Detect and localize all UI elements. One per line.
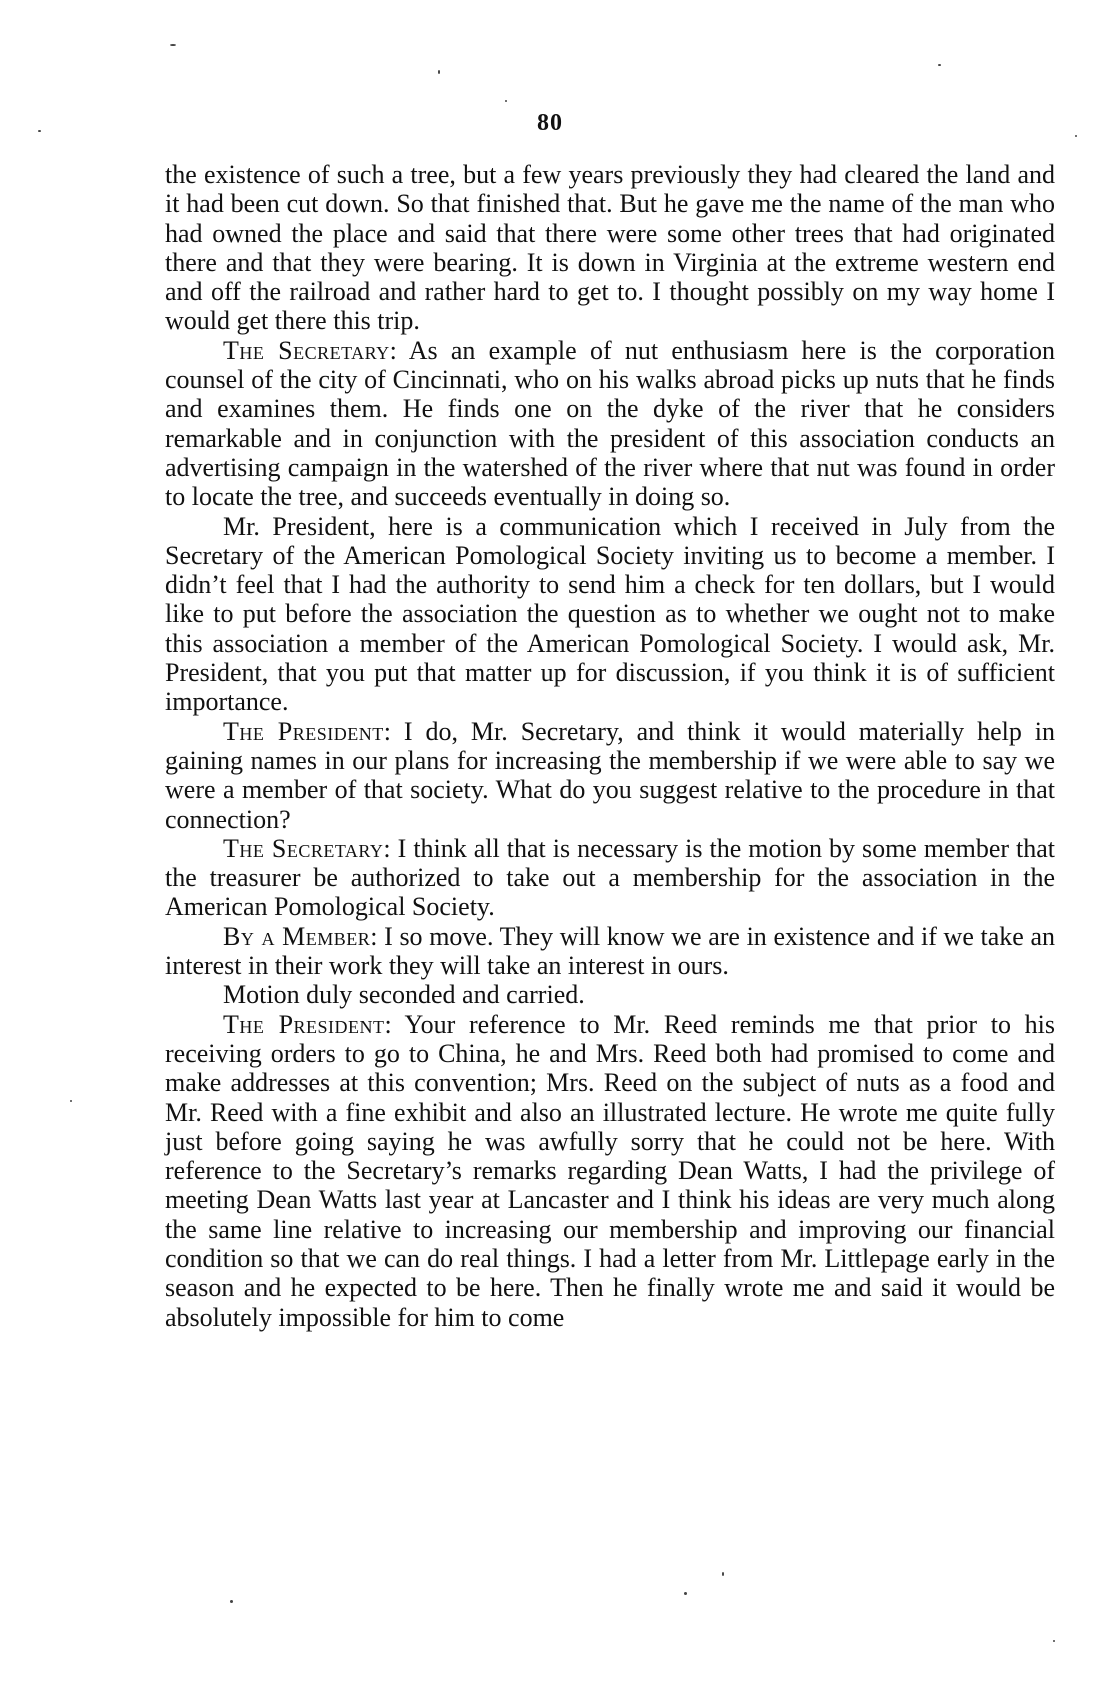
paragraph-text: : I so move. They will know we are in existence and if we take an interest in their work they will take an interest in ours. bbox=[165, 921, 1055, 981]
paragraph-text: the existence of such a tree, but a few years previously they had cleared the land and it had been cut down. So that finished that. But he gave me the name of the man who had owned the place and said that there were some other trees that had originated there and that they were bearing. It is down in Virginia at the extreme western end and off the railroad and rather hard to get to. I thought possibly on my way home I would get there this trip. bbox=[165, 160, 1055, 336]
paragraph-4 bbox=[165, 717, 1055, 834]
paragraph-text: : As an example of nut enthusiasm here is the corporation counsel of the city of Cincinnati, who on his walks abroad picks up nuts that he finds and examines them. He finds one on the dyke of the river that he considers remarkable and in conjunction with the president of this association conducts an advertising campaign in the watershed of the river where that nut was found in order to locate the tree, and succeeds eventually in doing so. bbox=[165, 335, 1055, 512]
speaker-label: The Secretary bbox=[223, 335, 390, 365]
paragraph-2 bbox=[165, 336, 1055, 512]
body-text bbox=[165, 160, 1055, 1332]
speaker-label: The Secretary bbox=[223, 833, 384, 863]
paragraph-text: : I do, Mr. Secretary, and think it would materially help in gaining names in our plans for increasing the membership if we were able to say we were a member of that society. What do you suggest relative to the procedure in that connection? bbox=[165, 716, 1055, 834]
paragraph-6 bbox=[165, 922, 1055, 981]
paragraph-text: : Your reference to Mr. Reed reminds me that prior to his receiving orders to go to China, he and Mrs. Reed both had promised to come and make addresses at this convention; Mrs. Reed on the subject of nuts as a food and Mr. Reed with a fine exhibit and also an illustrated lecture. He wrote me quite fully just before going saying he was awfully sorry that he could not be here. With reference to the Secretary’s remarks regarding Dean Watts, I had the privilege of meeting Dean Watts last year at Lancaster and I think his ideas are very much along the same line relative to increasing our membership and improving our financial condition so that we can do real things. I had a letter from Mr. Littlepage early in the season and he expected to be here. Then he finally wrote me and said it would be absolutely impossible for him to come bbox=[165, 1009, 1055, 1332]
paragraph-8 bbox=[165, 1010, 1055, 1332]
paragraph-text: : I think all that is necessary is the motion by some member that the treasurer be authorized to take out a membership for the association in the American Pomological Society. bbox=[165, 833, 1056, 922]
paragraph-3 bbox=[165, 512, 1055, 717]
speaker-label: The President bbox=[223, 716, 384, 746]
paragraph-5 bbox=[165, 834, 1055, 922]
speaker-label: The President bbox=[223, 1009, 385, 1039]
paragraph-1 bbox=[165, 160, 1055, 336]
page-number: 80 bbox=[537, 110, 563, 136]
speaker-label: By a Member bbox=[223, 921, 371, 951]
paragraph-text: Motion duly seconded and carried. bbox=[223, 980, 585, 1010]
paragraph-text: Mr. President, here is a communication which I received in July from the Secretary of the American Pomological Society inviting us to become a member. I didn’t feel that I had the authority to send him a check for ten dollars, but I would like to put before the association the question as to whether we ought not to make this association a member of the American Pomological Society. I would ask, Mr. President, that you put that matter up for discussion, if you think it is of sufficient importance. bbox=[165, 511, 1055, 717]
paragraph-7 bbox=[165, 980, 1055, 1009]
